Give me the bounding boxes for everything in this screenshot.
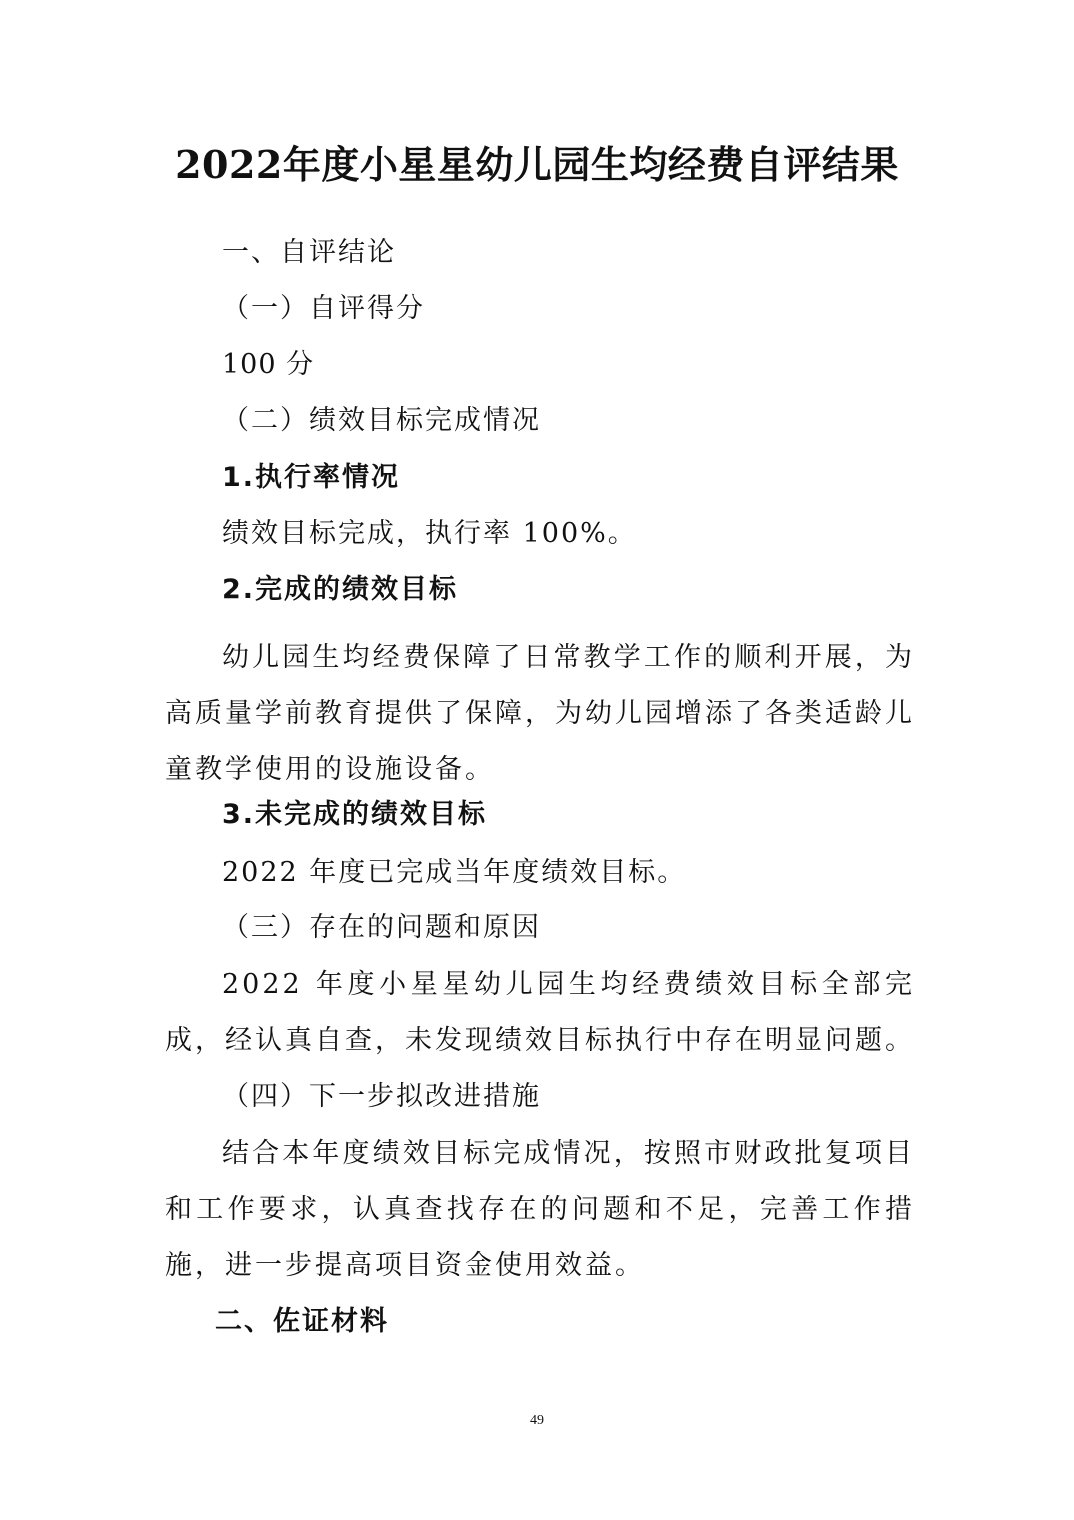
item-heading-execution-rate: 1.执行率情况 bbox=[222, 462, 401, 493]
subsection-heading-score: （一）自评得分 bbox=[222, 293, 425, 324]
document-title: 2022年度小星星幼儿园生均经费自评结果 bbox=[175, 142, 899, 187]
section-heading-evidence: 二、佐证材料 bbox=[215, 1306, 389, 1337]
subsection-heading-goal-completion: （二）绩效目标完成情况 bbox=[222, 405, 541, 436]
item-body-completed-goals: 幼儿园生均经费保障了日常教学工作的顺利开展，为高质量学前教育提供了保障，为幼儿园增添了各类适龄儿童教学使用的设施设备。 bbox=[165, 642, 915, 785]
item-heading-uncompleted-goals: 3.未完成的绩效目标 bbox=[222, 799, 488, 830]
item-body-execution-rate: 绩效目标完成，执行率 100%。 bbox=[222, 518, 637, 549]
subsection-body-improvements: 结合本年度绩效目标完成情况，按照市财政批复项目和工作要求，认真查找存在的问题和不足，完善工作措施，进一步提高项目资金使用效益。 bbox=[165, 1138, 915, 1281]
subsection-heading-improvements: （四）下一步拟改进措施 bbox=[222, 1081, 541, 1112]
page-number: 49 bbox=[530, 1413, 544, 1428]
item-heading-completed-goals: 2.完成的绩效目标 bbox=[222, 574, 459, 605]
section-heading-conclusion: 一、自评结论 bbox=[222, 237, 396, 268]
subsection-body-problems: 2022 年度小星星幼儿园生均经费绩效目标全部完成，经认真自查，未发现绩效目标执行中存在明显问题。 bbox=[165, 969, 915, 1056]
subsection-heading-problems: （三）存在的问题和原因 bbox=[222, 912, 541, 943]
item-body-uncompleted-goals: 2022 年度已完成当年度绩效目标。 bbox=[222, 857, 687, 888]
score-value: 100 分 bbox=[222, 349, 315, 380]
